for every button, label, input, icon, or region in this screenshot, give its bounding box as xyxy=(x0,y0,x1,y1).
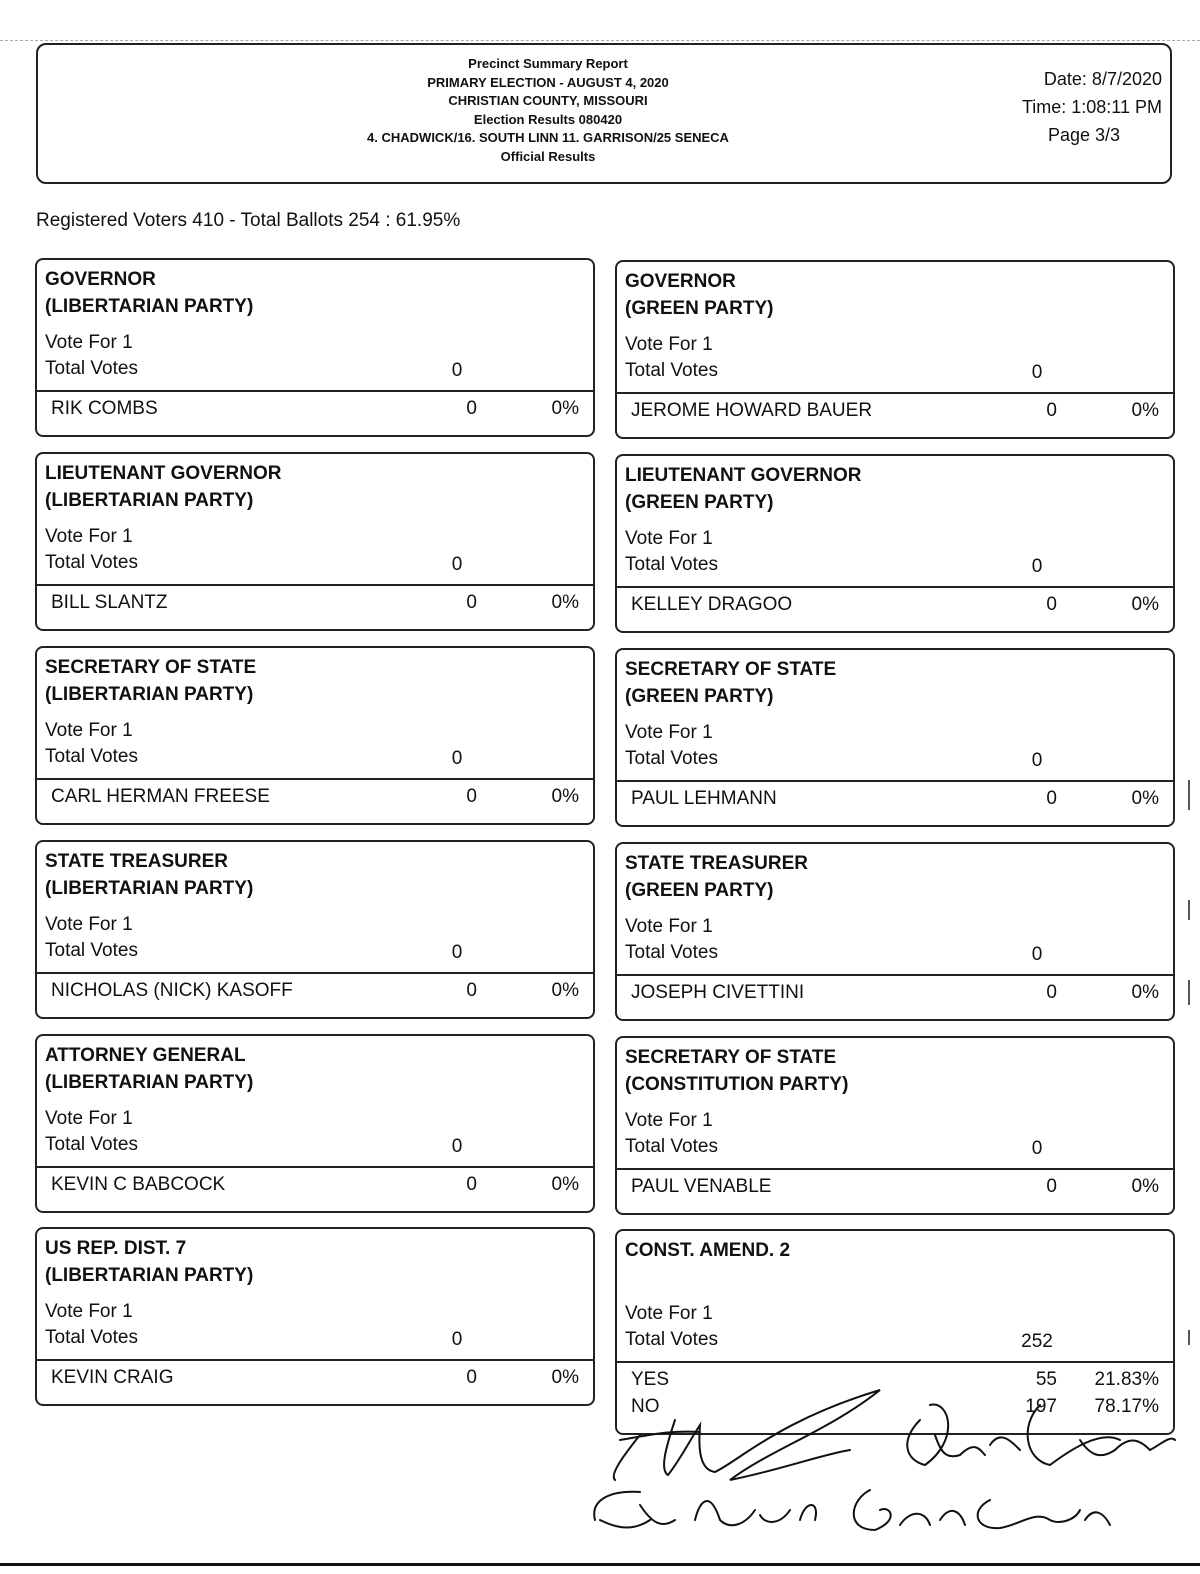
total-votes-value: 0 xyxy=(451,1136,463,1157)
total-votes-value: 0 xyxy=(1031,944,1043,965)
race-divider xyxy=(37,584,593,586)
candidate-votes: 0 xyxy=(466,980,477,1001)
candidate-percent: 0% xyxy=(1131,788,1159,809)
vote-for: Vote For 1 xyxy=(625,334,713,355)
race-divider xyxy=(37,972,593,974)
report-name: Precinct Summary Report xyxy=(468,56,628,71)
race-title: CONST. AMEND. 2 xyxy=(625,1240,791,1261)
candidate-percent: 0% xyxy=(1131,982,1159,1003)
candidate-votes: 0 xyxy=(1046,788,1057,809)
total-votes-label: Total Votes xyxy=(625,748,718,769)
race-box xyxy=(35,1034,595,1213)
candidate-percent: 0% xyxy=(551,592,579,613)
candidate-name: PAUL LEHMANN xyxy=(631,788,777,809)
race-divider xyxy=(617,974,1173,976)
candidate-row xyxy=(37,786,593,812)
vote-for: Vote For 1 xyxy=(625,916,713,937)
vote-for: Vote For 1 xyxy=(45,526,133,547)
candidate-votes: 0 xyxy=(1046,982,1057,1003)
candidate-row xyxy=(617,1176,1173,1202)
race-box xyxy=(35,452,595,631)
race-title: US REP. DIST. 7 (LIBERTARIAN PARTY) xyxy=(45,1238,254,1286)
candidate-name: YES xyxy=(631,1369,670,1390)
total-votes-value: 0 xyxy=(1031,362,1043,383)
total-votes-value: 0 xyxy=(451,942,463,963)
race-title: STATE TREASURER (GREEN PARTY) xyxy=(625,853,808,901)
results-id: Election Results 080420 xyxy=(473,111,623,127)
candidate-name: BILL SLANTZ xyxy=(51,592,168,613)
candidate-votes: 0 xyxy=(466,1174,477,1195)
candidate-votes: 0 xyxy=(466,1367,477,1388)
candidate-votes: 55 xyxy=(1035,1369,1057,1390)
vote-for: Vote For 1 xyxy=(45,1108,133,1129)
total-votes-value: 0 xyxy=(1031,556,1043,577)
total-votes-value: 0 xyxy=(451,360,463,381)
total-votes-value: 0 xyxy=(451,748,463,769)
race-box xyxy=(615,454,1175,633)
report-header xyxy=(36,43,1172,184)
candidate-percent: 0% xyxy=(551,1174,579,1195)
candidate-row xyxy=(37,592,593,618)
race-box xyxy=(35,1227,595,1406)
race-box xyxy=(615,842,1175,1021)
total-votes-label: Total Votes xyxy=(45,358,138,379)
candidate-percent: 0% xyxy=(551,786,579,807)
total-votes-value: 252 xyxy=(1021,1331,1053,1352)
page-number: Page 3/3 xyxy=(1047,125,1120,145)
vote-for: Vote For 1 xyxy=(45,332,133,353)
vote-for: Vote For 1 xyxy=(625,1303,713,1324)
race-box xyxy=(615,1036,1175,1215)
race-divider xyxy=(617,1168,1173,1170)
candidate-votes: 0 xyxy=(466,592,477,613)
race-divider xyxy=(37,1166,593,1168)
results-status: Official Results xyxy=(500,148,596,164)
total-votes-label: Total Votes xyxy=(625,360,718,381)
candidate-name: KEVIN C BABCOCK xyxy=(51,1174,226,1195)
total-votes-label: Total Votes xyxy=(45,940,138,961)
race-divider xyxy=(617,586,1173,588)
candidate-percent: 21.83% xyxy=(1094,1369,1159,1390)
race-title: GOVERNOR (LIBERTARIAN PARTY) xyxy=(45,269,254,317)
candidate-row xyxy=(37,980,593,1006)
scan-artifact xyxy=(1188,900,1190,920)
race-box xyxy=(615,260,1175,439)
candidate-row xyxy=(617,594,1173,620)
vote-for: Vote For 1 xyxy=(45,720,133,741)
candidate-name: NO xyxy=(631,1396,660,1417)
race-title: SECRETARY OF STATE (LIBERTARIAN PARTY) xyxy=(45,657,257,705)
candidate-percent: 0% xyxy=(551,980,579,1001)
total-votes-label: Total Votes xyxy=(625,554,718,575)
candidate-percent: 0% xyxy=(1131,400,1159,421)
report-date: Date: 8/7/2020 xyxy=(1043,69,1162,89)
candidate-percent: 0% xyxy=(551,1367,579,1388)
vote-for: Vote For 1 xyxy=(45,914,133,935)
vote-for: Vote For 1 xyxy=(625,1110,713,1131)
candidate-votes: 0 xyxy=(1046,594,1057,615)
total-votes-value: 0 xyxy=(1031,750,1043,771)
race-title: LIEUTENANT GOVERNOR (LIBERTARIAN PARTY) xyxy=(45,463,282,511)
county-name: CHRISTIAN COUNTY, MISSOURI xyxy=(448,93,648,108)
candidate-name: PAUL VENABLE xyxy=(631,1176,772,1197)
race-divider xyxy=(37,390,593,392)
candidate-votes: 0 xyxy=(466,398,477,419)
report-meta xyxy=(1022,65,1162,149)
candidate-row xyxy=(617,400,1173,426)
turnout-summary: Registered Voters 410 - Total Ballots 254 : 61.95% xyxy=(36,210,461,231)
page-bottom-edge xyxy=(0,1563,1200,1566)
race-divider xyxy=(617,780,1173,782)
candidate-row xyxy=(37,1174,593,1200)
candidate-percent: 0% xyxy=(1131,1176,1159,1197)
candidate-name: KEVIN CRAIG xyxy=(51,1367,174,1388)
page-top-edge xyxy=(0,40,1200,42)
election-name: PRIMARY ELECTION - AUGUST 4, 2020 xyxy=(427,74,669,90)
candidate-name: KELLEY DRAGOO xyxy=(631,594,793,615)
race-title: SECRETARY OF STATE (GREEN PARTY) xyxy=(625,659,837,707)
signature-1 xyxy=(614,1390,880,1480)
candidate-name: JEROME HOWARD BAUER xyxy=(631,400,873,421)
race-box xyxy=(35,258,595,437)
total-votes-label: Total Votes xyxy=(625,1136,718,1157)
race-title: GOVERNOR (GREEN PARTY) xyxy=(625,271,774,319)
race-box xyxy=(35,646,595,825)
candidate-name: JOSEPH CIVETTINI xyxy=(631,982,805,1003)
scan-artifact xyxy=(1188,1330,1190,1345)
race-divider xyxy=(617,392,1173,394)
scan-artifact xyxy=(1188,980,1190,1005)
race-title: LIEUTENANT GOVERNOR (GREEN PARTY) xyxy=(625,465,862,513)
candidate-percent: 0% xyxy=(1131,594,1159,615)
signature-2 xyxy=(907,1405,1175,1465)
race-box xyxy=(615,648,1175,827)
scan-artifact xyxy=(1188,780,1190,810)
candidate-name: CARL HERMAN FREESE xyxy=(51,786,270,807)
candidate-percent: 0% xyxy=(551,398,579,419)
candidate-row xyxy=(617,982,1173,1008)
candidate-row xyxy=(37,398,593,424)
candidate-name: RIK COMBS xyxy=(51,398,158,419)
vote-for: Vote For 1 xyxy=(45,1301,133,1322)
total-votes-label: Total Votes xyxy=(625,942,718,963)
signature-3 xyxy=(594,1492,816,1528)
report-title-block xyxy=(238,55,858,166)
candidate-votes: 0 xyxy=(466,786,477,807)
candidate-row xyxy=(617,788,1173,814)
total-votes-label: Total Votes xyxy=(625,1329,718,1350)
race-title: SECRETARY OF STATE (CONSTITUTION PARTY) xyxy=(625,1047,849,1095)
vote-for: Vote For 1 xyxy=(625,528,713,549)
total-votes-label: Total Votes xyxy=(45,552,138,573)
candidate-row xyxy=(37,1367,593,1393)
candidate-votes: 0 xyxy=(1046,400,1057,421)
precinct-names: 4. CHADWICK/16. SOUTH LINN 11. GARRISON/25 SENECA xyxy=(367,130,729,145)
total-votes-label: Total Votes xyxy=(45,1134,138,1155)
candidate-percent: 78.17% xyxy=(1094,1396,1159,1417)
race-title: STATE TREASURER (LIBERTARIAN PARTY) xyxy=(45,851,254,899)
candidate-name: NICHOLAS (NICK) KASOFF xyxy=(51,980,293,1001)
report-time: Time: 1:08:11 PM xyxy=(1021,97,1162,117)
total-votes-value: 0 xyxy=(1031,1138,1043,1159)
total-votes-label: Total Votes xyxy=(45,746,138,767)
race-divider xyxy=(37,778,593,780)
candidate-votes: 197 xyxy=(1025,1396,1057,1417)
race-divider xyxy=(617,1361,1173,1363)
signatures xyxy=(580,1380,1180,1560)
race-title: ATTORNEY GENERAL (LIBERTARIAN PARTY) xyxy=(45,1045,254,1093)
race-divider xyxy=(37,1359,593,1361)
total-votes-label: Total Votes xyxy=(45,1327,138,1348)
candidate-votes: 0 xyxy=(1046,1176,1057,1197)
signature-4 xyxy=(854,1490,1110,1530)
total-votes-value: 0 xyxy=(451,554,463,575)
race-box xyxy=(35,840,595,1019)
total-votes-value: 0 xyxy=(451,1329,463,1350)
vote-for: Vote For 1 xyxy=(625,722,713,743)
